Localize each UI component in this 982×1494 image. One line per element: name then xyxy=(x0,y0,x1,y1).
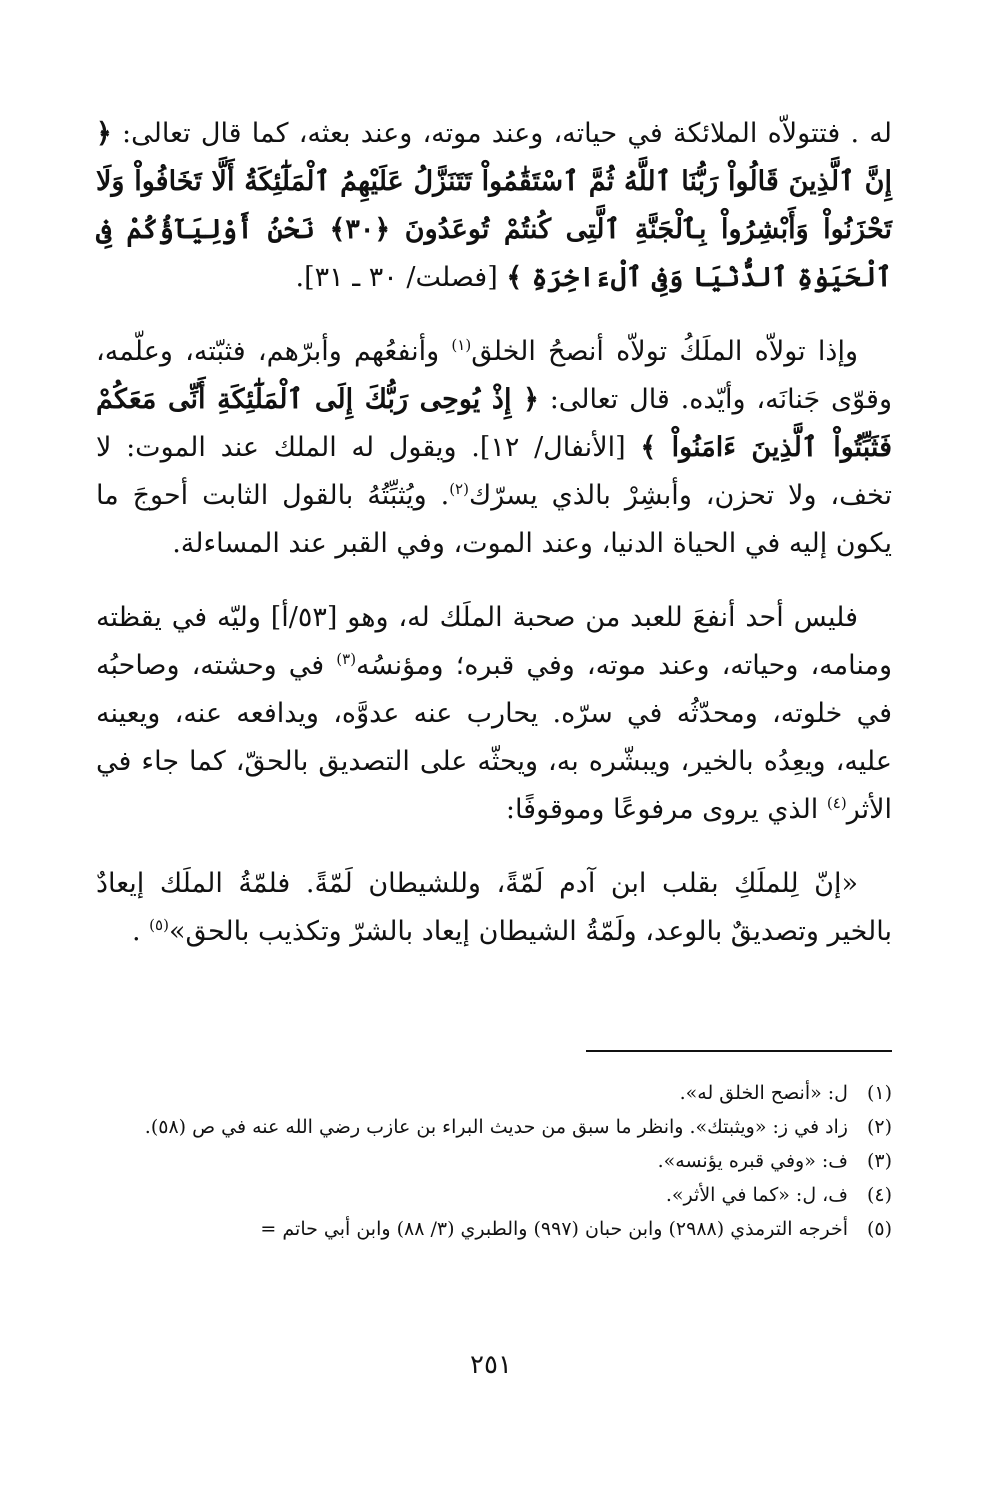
footnote-text: أخرجه الترمذي (٢٩٨٨) وابن حبان (٩٩٧) والطبري (٣/ ٨٨) وابن أبي حاتم = xyxy=(260,1218,848,1240)
footnote-text: ل: «أنصح الخلق له». xyxy=(679,1082,848,1104)
footnote-ref: (١) xyxy=(451,336,472,354)
footnote-text: زاد في ز: «ويثبتك». وانظر ما سبق من حديث البراء بن عازب رضي الله عنه في ص (٥٨). xyxy=(144,1116,848,1138)
quran-verse: ﴿ إِنَّ ٱلَّذِينَ قَالُواْ رَبُّنَا ٱللَّهُ ثُمَّ ٱسْتَقَٰمُواْ تَتَنَزَّلُ عَلَيْهِمُ ٱلْمَلَٰٓئِكَةُ أَلَّا تَخَافُواْ وَلَا تَحْزَنُواْ وَأَبْشِرُواْ بِٱلْجَنَّةِ ٱلَّتِى كُنتُمْ تُوعَدُونَ ﴿٣٠﴾ نَحْنُ أَوْلِيَآؤُكُمْ فِى ٱلْحَيَوٰةِ ٱلدُّنْيَا وَفِى ٱلْءَاخِرَةِ ﴾ xyxy=(96,118,892,293)
footnote-number: (٥) xyxy=(866,1218,892,1240)
footnote-text: ف، ل: «كما في الأثر». xyxy=(665,1184,848,1206)
footnotes xyxy=(96,1076,892,1246)
text-run: [الأنفال/ ١٢]. ويقول له الملك عند الموت: لا تخف، ولا تحزن، وأبشِرْ بالذي يسرّك xyxy=(96,432,893,511)
text-run: وأنفعُهم وأبرّهم، فثبّته، وعلّمه، وقوّى جَنانَه، وأيّده. قال تعالى: xyxy=(96,336,892,415)
text-run: في وحشته، وصاحبُه في خلوته، ومحدّثُه في سرّه. يحارب عنه عدوَّه، ويدافعه عنه، ويعينه عليه، ويعِدُه بالخير، ويبشّره به، ويحثّه على التصديق بالحقّ، كما جاء في الأثر xyxy=(96,650,892,825)
quran-verse: ﴿ إِذْ يُوحِى رَبُّكَ إِلَى ٱلْمَلَٰٓئِكَةِ أَنِّى مَعَكُمْ فَثَبِّتُواْ ٱلَّذِينَ ءَامَنُواْ ﴾ xyxy=(96,384,892,463)
footnote-1 xyxy=(96,1076,892,1110)
paragraph-3 xyxy=(96,594,892,834)
footnote-number: (١) xyxy=(866,1082,892,1104)
text-run: له . فتتولاّه الملائكة في حياته، وعند موته، وعند بعثه، كما قال تعالى: xyxy=(111,118,892,149)
paragraph-1 xyxy=(96,110,892,302)
footnote-ref: (٤) xyxy=(826,794,847,812)
footnote-number: (٣) xyxy=(866,1150,892,1172)
footnote-divider xyxy=(586,1050,892,1052)
footnote-ref: (٣) xyxy=(336,650,357,668)
page-number: ٢٥١ xyxy=(470,1350,512,1380)
footnote-3 xyxy=(96,1144,892,1178)
main-text xyxy=(96,110,892,982)
footnote-ref: (٢) xyxy=(449,480,469,498)
paragraph-2 xyxy=(96,328,892,568)
footnote-2 xyxy=(96,1110,892,1144)
text-run: . xyxy=(132,916,150,947)
paragraph-4 xyxy=(96,860,892,956)
footnote-text: ف: «وفي قبره يؤنسه». xyxy=(657,1150,848,1172)
text-run: الذي يروى مرفوعًا وموقوفًا: xyxy=(505,794,827,825)
footnote-5 xyxy=(96,1212,892,1246)
text-run: «إنّ لِلملَكِ بقلب ابن آدم لَمّةً، وللشيطان لَمّةً. فلمّةُ الملَك إيعادٌ بالخير وتصديقٌ بالوعد، ولَمّةُ الشيطان إيعاد بالشرّ وتكذيب بالحق» xyxy=(96,868,892,947)
text-run: [فصلت/ ٣٠ ـ ٣١]. xyxy=(295,262,507,293)
footnote-ref: (٥) xyxy=(149,916,169,934)
footnote-4 xyxy=(96,1178,892,1212)
text-run: وإذا تولاّه الملَكُ تولاّه أنصحُ الخلق xyxy=(471,336,858,367)
text-run: فليس أحد أنفعَ للعبد من صحبة الملَك له، وهو [٥٣/أ] وليّه في يقظته ومنامه، وحياته، وعند موته، وفي قبره؛ ومؤنسُه xyxy=(96,602,892,681)
footnote-number: (٤) xyxy=(866,1184,892,1206)
text-run: . ويُثبِّتُهُ بالقول الثابت أحوجَ ما يكون إليه في الحياة الدنيا، وعند الموت، وفي القبر عند المساءلة. xyxy=(96,480,892,559)
footnote-number: (٢) xyxy=(866,1116,892,1138)
